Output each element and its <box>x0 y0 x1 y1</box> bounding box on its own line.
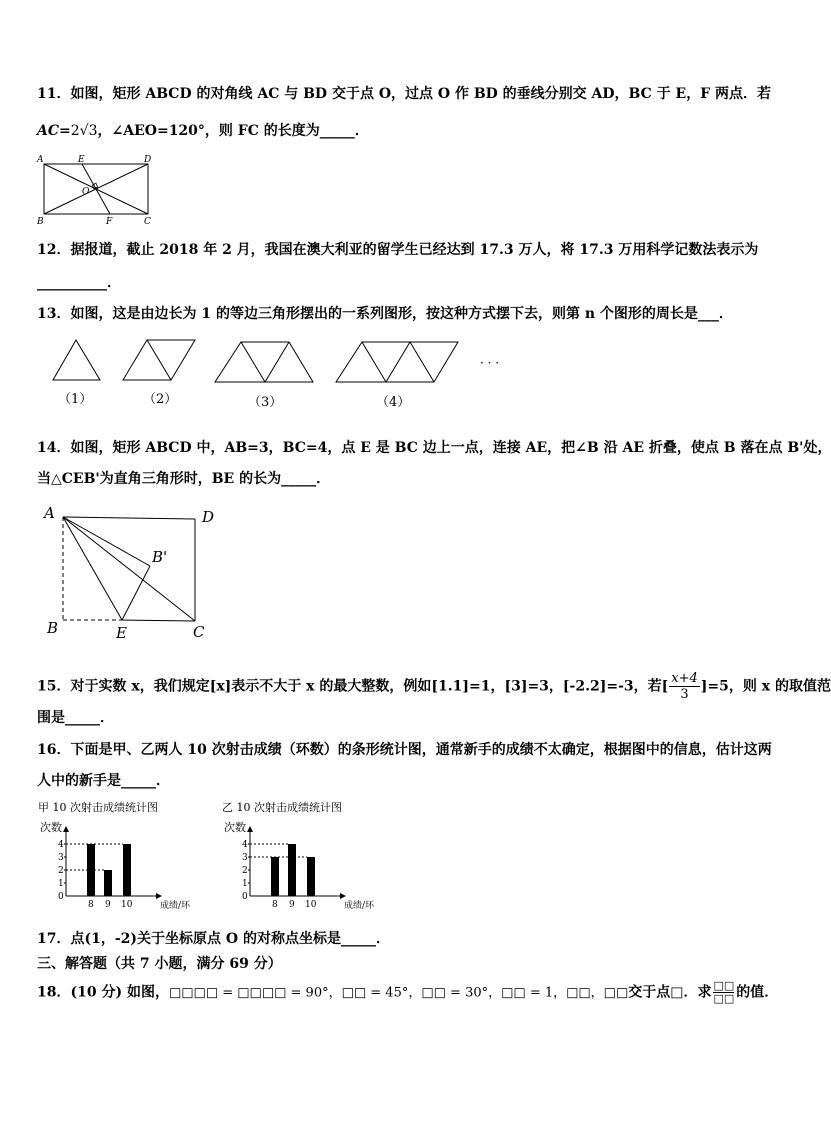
q11-line1: 11．如图，矩形 ABCD 的对角线 AC 与 BD 交于点 O，过点 O 作 BD 的垂线分别交 AD，BC 于 E，F 两点．若 <box>37 86 772 102</box>
chart-yi-bar-9 <box>288 844 296 896</box>
chart-yi <box>220 800 400 918</box>
q14-label-d: D <box>202 508 215 526</box>
q11-cond: ，∠AEO=120°，则 FC 的长度为 <box>97 123 320 139</box>
q18-frac-num: □□ <box>713 979 735 992</box>
section-3-title: 三、解答题（共 7 小题，满分 69 分） <box>37 956 282 972</box>
chart-jia-ytick-3: 3 <box>58 853 64 863</box>
chart-jia-xtick-9: 9 <box>105 900 111 910</box>
chart-jia-bar-9 <box>104 870 112 896</box>
chart-yi-title: 乙 10 次射击成绩统计图 <box>222 801 342 814</box>
q12-line2: __________． <box>37 275 121 291</box>
chart-yi-xlabel: 成绩/环 <box>344 901 375 911</box>
q14-line1: 14．如图，矩形 ABCD 中，AB=3，BC=4，点 E 是 BC 边上一点，连接 AE，把∠B 沿 AE 折叠，使点 B 落在点 B'处， <box>37 440 831 456</box>
chart-jia-x-arrow <box>156 893 162 899</box>
chart-yi-ytick-0: 0 <box>242 892 248 902</box>
chart-yi-xtick-9: 9 <box>289 900 295 910</box>
q11-label-c: C <box>144 217 151 227</box>
q11-label-f: F <box>106 217 113 227</box>
q11-label-a: A <box>37 155 44 165</box>
chart-jia <box>36 800 216 918</box>
q11-label-d: D <box>144 155 152 165</box>
q18-tail1: ．求 <box>683 984 712 1001</box>
q12-line1: 12．据报道，截止 2018 年 2 月，我国在澳大利亚的留学生已经达到 17.3 万人，将 17.3 万用科学记数法表示为 <box>37 242 759 258</box>
q15-fraction <box>669 671 700 702</box>
chart-yi-xtick-10: 10 <box>305 900 317 910</box>
chart-jia-xtick-8: 8 <box>88 900 94 910</box>
q13-triangle-sequence <box>40 335 520 415</box>
q14-label-a: A <box>44 504 55 522</box>
q11-label-e: E <box>78 155 85 165</box>
chart-yi-ytick-2: 2 <box>242 866 248 876</box>
q14-label-b-prime: B' <box>152 548 168 566</box>
chart-jia-title: 甲 10 次射击成绩统计图 <box>38 801 158 814</box>
q11-ac: AC= <box>37 123 71 139</box>
q15-text-a: 15．对于实数 x，我们规定[x]表示不大于 x 的最大整数，例如[1.1]=1，[3]=3，[-2.2]=-3，若[ <box>37 678 669 695</box>
q15-frac-den: 3 <box>680 687 689 702</box>
q15-frac-num: x+4 <box>671 671 698 686</box>
chart-yi-bar-10 <box>307 857 315 896</box>
q11-label-b: B <box>37 217 44 227</box>
q13-ellipsis: · · · <box>480 356 500 370</box>
q18-line1 <box>37 980 778 1005</box>
chart-jia-ylabel: 次数 <box>40 821 62 834</box>
q18-tail2: 的值． <box>736 984 779 1001</box>
q18-fraction <box>713 980 734 1005</box>
chart-yi-bar-8 <box>271 857 279 896</box>
q15-text-b: ]=5，则 x 的取值范 <box>700 678 831 695</box>
q16-line1: 16．下面是甲、乙两人 10 次射击成绩（环数）的条形统计图，通常新手的成绩不太确定，根据图中的信息，估计这两 <box>37 742 772 758</box>
q13-line1: 13．如图，这是由边长为 1 的等边三角形摆出的一系列图形，按这种方式摆下去，则第 n 个图形的周长是___． <box>37 306 733 322</box>
chart-yi-ytick-3: 3 <box>242 853 248 863</box>
q15-line1 <box>37 671 831 702</box>
q13-caption-2: （2） <box>143 392 178 407</box>
chart-yi-ytick-4: 4 <box>242 840 248 850</box>
chart-jia-ytick-1: 1 <box>58 879 64 889</box>
q17-line1: 17．点(1，-2)关于坐标原点 O 的对称点坐标是_____． <box>37 931 390 947</box>
q11-blank: _____． <box>319 123 369 139</box>
q13-caption-3: （3） <box>248 395 283 410</box>
chart-yi-x-arrow <box>340 893 346 899</box>
chart-yi-xtick-8: 8 <box>272 900 278 910</box>
chart-jia-ytick-2: 2 <box>58 866 64 876</box>
chart-yi-ylabel: 次数 <box>224 821 246 834</box>
q18-formula: □□□□ = □□□□ = 90°，□□ = 45°，□□ = 30°，□□ = 1，□□，□□ <box>168 985 629 1001</box>
q13-caption-1: （1） <box>58 392 93 407</box>
q11-line2 <box>37 120 369 140</box>
q14-label-e: E <box>116 624 127 642</box>
q11-label-o: O <box>82 187 90 197</box>
chart-yi-ytick-1: 1 <box>242 879 248 889</box>
chart-jia-xlabel: 成绩/环 <box>160 901 191 911</box>
q13-caption-4: （4） <box>376 395 411 410</box>
q18-mid: 交于点 <box>628 984 671 1001</box>
chart-yi-y-arrow <box>247 826 253 832</box>
q14-label-c: C <box>193 623 205 641</box>
chart-jia-y-arrow <box>63 826 69 832</box>
q18-frac-den: □□ <box>713 992 735 1005</box>
q15-line2: 围是_____． <box>37 710 114 726</box>
q14-rectangle-fold-figure <box>38 500 228 645</box>
chart-jia-xtick-10: 10 <box>121 900 133 910</box>
q11-value: 2√3 <box>70 123 98 139</box>
q11-rectangle-figure <box>34 152 164 228</box>
q18-box: □ <box>670 984 684 1001</box>
q16-line2: 人中的新手是_____． <box>37 773 170 789</box>
chart-jia-bar-10 <box>123 844 131 896</box>
chart-jia-ytick-0: 0 <box>58 892 64 902</box>
q14-label-b: B <box>47 619 59 637</box>
q18-prefix: 18．(10 分) 如图， <box>37 984 169 1001</box>
q14-line2: 当△CEB'为直角三角形时，BE 的长为_____． <box>37 471 331 487</box>
chart-jia-ytick-4: 4 <box>58 840 64 850</box>
